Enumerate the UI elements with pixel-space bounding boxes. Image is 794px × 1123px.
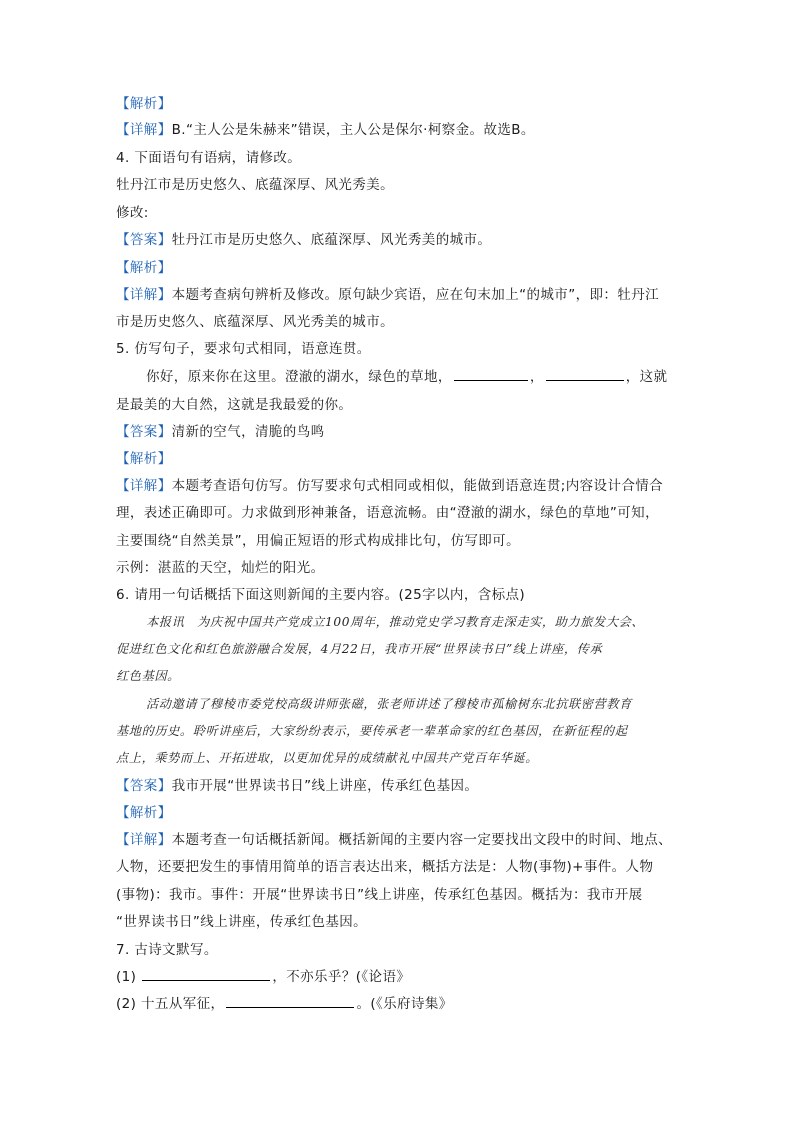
q6-detail-line1: 【详解】本题考查一句话概括新闻。概括新闻的主要内容一定要找出文段中的时间、地点、 (116, 832, 673, 848)
q4-stem: 4. 下面语句有语病，请修改。 (116, 150, 302, 166)
q4-detail-line2: 市是历史悠久、底蕴深厚、风光秀美的城市。 (116, 314, 394, 330)
q4-detail-line1: 【详解】本题考查病句辨析及修改。原句缺少宾语，应在句末加上“的城市”，即：牡丹江 (116, 287, 659, 303)
q6-answer: 【答案】我市开展“世界读书日”线上讲座，传承红色基因。 (116, 778, 479, 794)
detail-label: 【详解】 (116, 478, 172, 494)
q4-sentence: 牡丹江市是历史悠久、底蕴深厚、风光秀美。 (116, 177, 394, 193)
q7-item-1: (1) ，不亦乐乎？(《论语》 (116, 969, 411, 985)
q7-item-2: (2) 十五从军征， 。(《乐府诗集》 (116, 996, 453, 1012)
news-line-4: 活动邀请了穆棱市委党校高级讲师张磁，张老师讲述了穆棱市孤榆树东北抗联密营教育 (146, 697, 632, 711)
answer-label: 【答案】 (116, 778, 172, 794)
q5-blank-2[interactable] (546, 367, 624, 381)
q7-stem: 7. 古诗文默写。 (116, 942, 218, 958)
analysis-label: 【解析】 (116, 96, 172, 112)
news-line-1: 本报讯 为庆祝中国共产党成立100周年，推动党史学习教育走深走实，助力旅发大会、 (146, 615, 645, 629)
q6-detail-line2: 人物，还要把发生的事情用简单的语言表达出来，概括方法是：人物(事物)+事件。人物 (116, 859, 654, 875)
answer-label: 【答案】 (116, 232, 172, 248)
news-line-6: 点上，乘势而上、开拓进取，以更加优异的成绩献礼中国共产党百年华诞。 (116, 751, 538, 765)
q5-blank-1[interactable] (454, 367, 528, 381)
q3-detail: 【详解】B.“主人公是朱赫来”错误，主人公是保尔·柯察金。故选B。 (116, 122, 535, 138)
q6-detail-line4: “世界读书日”线上讲座，传承红色基因。 (116, 914, 368, 930)
detail-label: 【详解】 (116, 287, 172, 303)
q5-detail-line1: 【详解】本题考查语句仿写。仿写要求句式相同或相似，能做到语意连贯;内容设计合情合 (116, 478, 664, 494)
q4-answer: 【答案】牡丹江市是历史悠久、底蕴深厚、风光秀美的城市。 (116, 232, 492, 248)
detail-label: 【详解】 (116, 122, 172, 138)
news-line-2: 促进红色文化和红色旅游融合发展，4月22日，我市开展“世界读书日”线上讲座，传承 (116, 642, 603, 656)
analysis-label: 【解析】 (116, 805, 172, 821)
q5-prompt-line2: 是最美的大自然，这就是我最爱的你。 (116, 397, 353, 413)
q5-detail-line3: 主要围绕“自然美景”，用偏正短语的形式构成排比句，仿写即可。 (116, 533, 520, 549)
analysis-label: 【解析】 (116, 260, 172, 276)
answer-label: 【答案】 (116, 424, 172, 440)
q6-stem: 6. 请用一句话概括下面这则新闻的主要内容。(25字以内，含标点) (116, 587, 526, 603)
q7-blank-1[interactable] (142, 967, 270, 981)
news-line-5: 基地的历史。聆听讲座后，大家纷纷表示，要传承老一辈革命家的红色基因，在新征程的起 (116, 724, 628, 738)
q5-answer: 【答案】清新的空气，清脆的鸟鸣 (116, 424, 325, 440)
q7-blank-2[interactable] (226, 994, 354, 1008)
q5-example: 示例：湛蓝的天空，灿烂的阳光。 (116, 560, 325, 576)
news-line-3: 红色基因。 (116, 669, 180, 683)
q5-detail-line2: 理，表述正确即可。力求做到形神兼备，语意流畅。由“澄澈的湖水，绿色的草地”可知， (116, 505, 659, 521)
q6-detail-line3: (事物)：我市。事件：开展“世界读书日”线上讲座，传承红色基因。概括为：我市开展 (116, 887, 643, 903)
analysis-label: 【解析】 (116, 451, 172, 467)
q5-stem: 5. 仿写句子，要求句式相同，语意连贯。 (116, 341, 371, 357)
q4-fix-label: 修改: (116, 205, 149, 221)
q5-prompt-line1: 你好，原来你在这里。澄澈的湖水，绿色的草地， ， ，这就 (146, 369, 668, 385)
detail-label: 【详解】 (116, 832, 172, 848)
